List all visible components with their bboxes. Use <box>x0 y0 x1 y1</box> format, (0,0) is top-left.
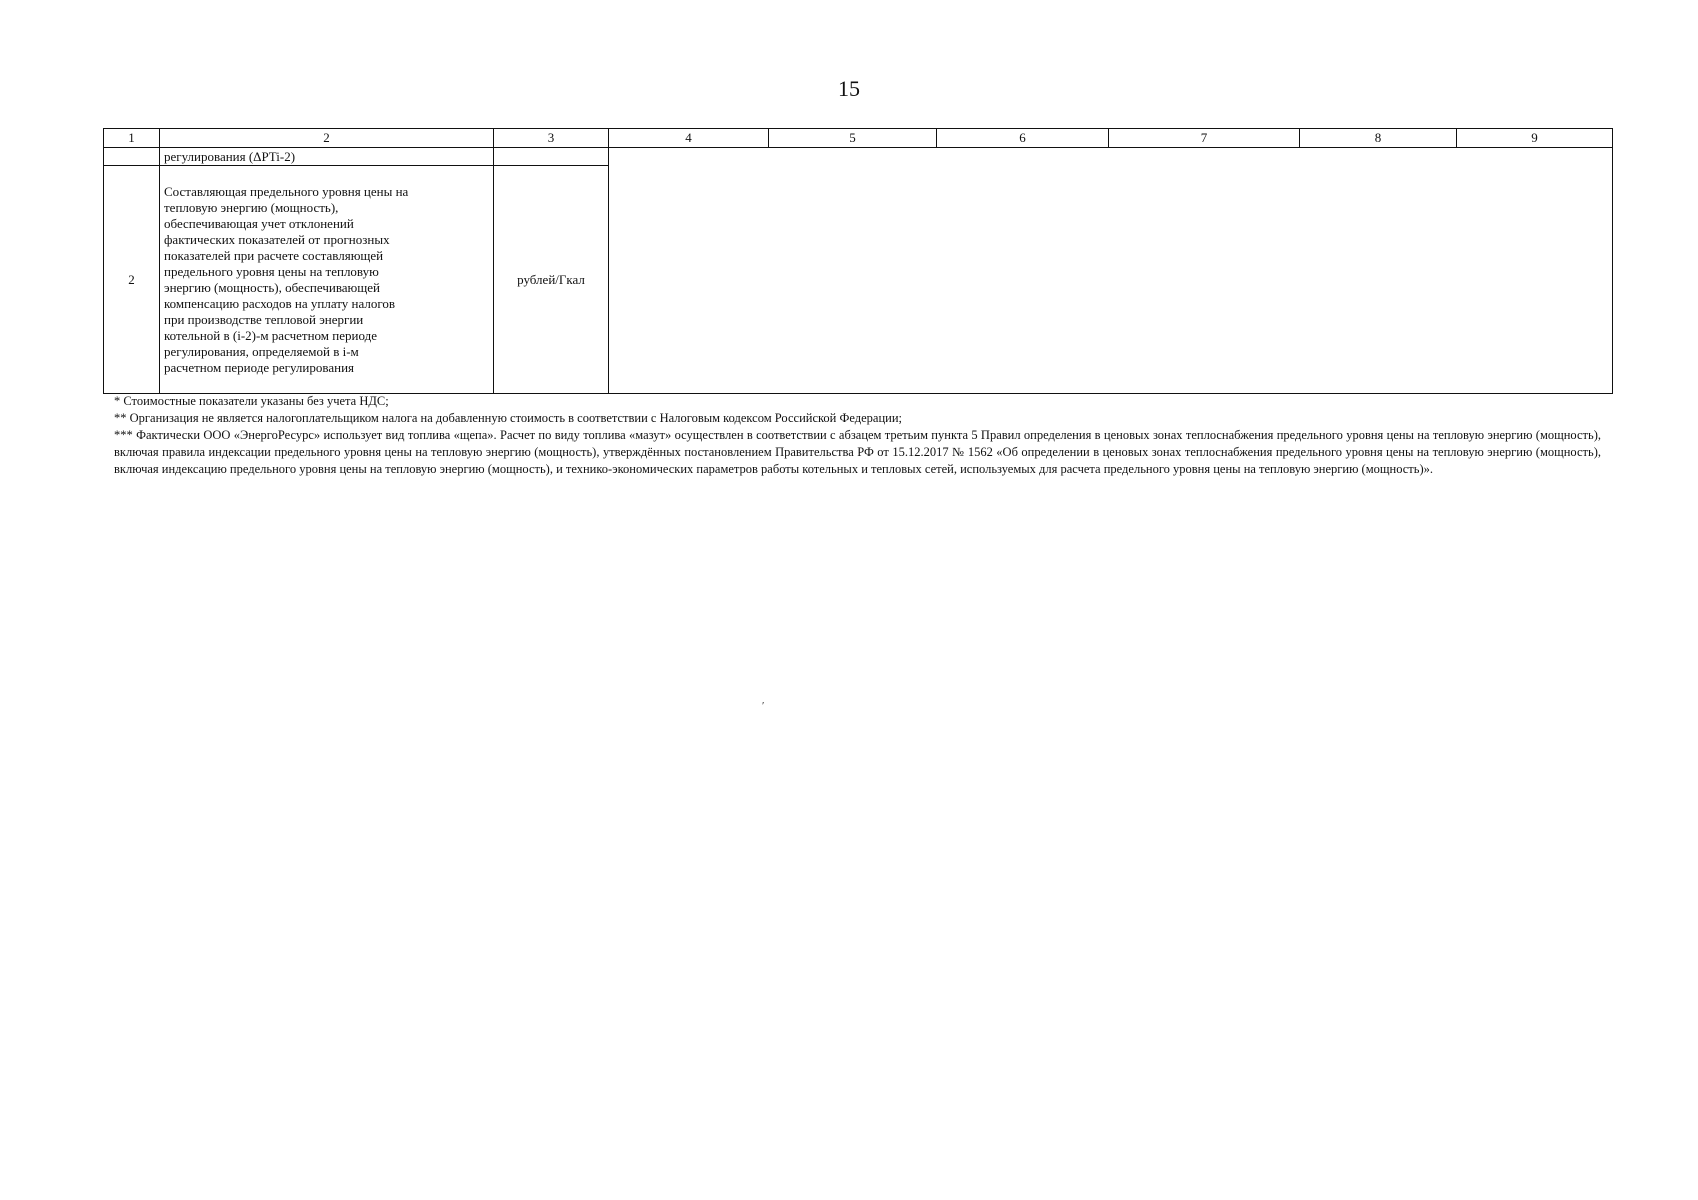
page-number: 15 <box>838 76 860 101</box>
column-number-cell: 5 <box>769 129 937 148</box>
column-number-cell: 9 <box>1457 129 1613 148</box>
row-number: 2 <box>104 166 160 394</box>
continuation-unit-cell <box>494 148 609 166</box>
description-line: компенсацию расходов на уплату налогов <box>164 295 395 311</box>
column-number-cell: 6 <box>937 129 1109 148</box>
column-number-cell: 7 <box>1109 129 1300 148</box>
footnote-fuel: *** Фактически ООО «ЭнергоРесурс» использует вид топлива «щепа». Расчет по виду топлива «мазут» осуществлен в соответствии с абзацем третьим пункта 5 Правил определения в ценовых зонах теплоснабжения предельного уровня цены на тепловую энергию (мощность), включая правила индексации предельного уровня цены на тепловую энергию (мощность), утверждённых постановлением Правительства РФ от 15.12.2017 № 1562 «Об определении в ценовых зонах теплоснабжения предельного уровня цены на тепловую энергию (мощность), включая индексацию предельного уровня цены на тепловую энергию (мощность), и технико-экономических параметров работы котельных и тепловых сетей, используемых для расчета предельного уровня цены на тепловую энергию (мощность)». <box>114 428 1601 476</box>
continuation-row <box>104 148 1613 166</box>
column-number-cell: 3 <box>494 129 609 148</box>
column-number-cell: 2 <box>160 129 494 148</box>
values-empty-block <box>609 148 1613 394</box>
description-line: Составляющая предельного уровня цены на <box>164 183 409 199</box>
row-description <box>160 166 494 394</box>
description-line: расчетном периоде регулирования <box>164 359 355 375</box>
description-line: предельного уровня цены на тепловую <box>164 263 379 279</box>
footnotes <box>114 393 1601 478</box>
row-unit: рублей/Гкал <box>494 166 609 394</box>
column-number-cell: 1 <box>104 129 160 148</box>
description-line: обеспечивающая учет отклонений <box>164 215 354 231</box>
stray-mark: ′ <box>762 700 765 712</box>
description-line: показателей при расчете составляющей <box>164 247 384 263</box>
description-line: фактических показателей от прогнозных <box>164 231 390 247</box>
continuation-text: регулирования (ΔPTi-2) <box>160 148 494 166</box>
continuation-number-cell <box>104 148 160 166</box>
description-line: регулирования, определяемой в i-м <box>164 343 359 359</box>
column-number-cell: 4 <box>609 129 769 148</box>
indicators-table <box>103 128 1613 394</box>
description-line: тепловую энергию (мощность), <box>164 199 339 215</box>
footnote-vat: * Стоимостные показатели указаны без учета НДС; <box>114 394 389 408</box>
description-line: энергию (мощность), обеспечивающей <box>164 279 381 295</box>
description-line: котельной в (i-2)-м расчетном периоде <box>164 327 377 343</box>
description-line: при производстве тепловой энергии <box>164 311 364 327</box>
footnote-taxpayer: ** Организация не является налогоплательщиком налога на добавленную стоимость в соответствии с Налоговым кодексом Российской Федерации; <box>114 411 903 425</box>
column-number-row <box>104 129 1613 148</box>
column-number-cell: 8 <box>1300 129 1457 148</box>
